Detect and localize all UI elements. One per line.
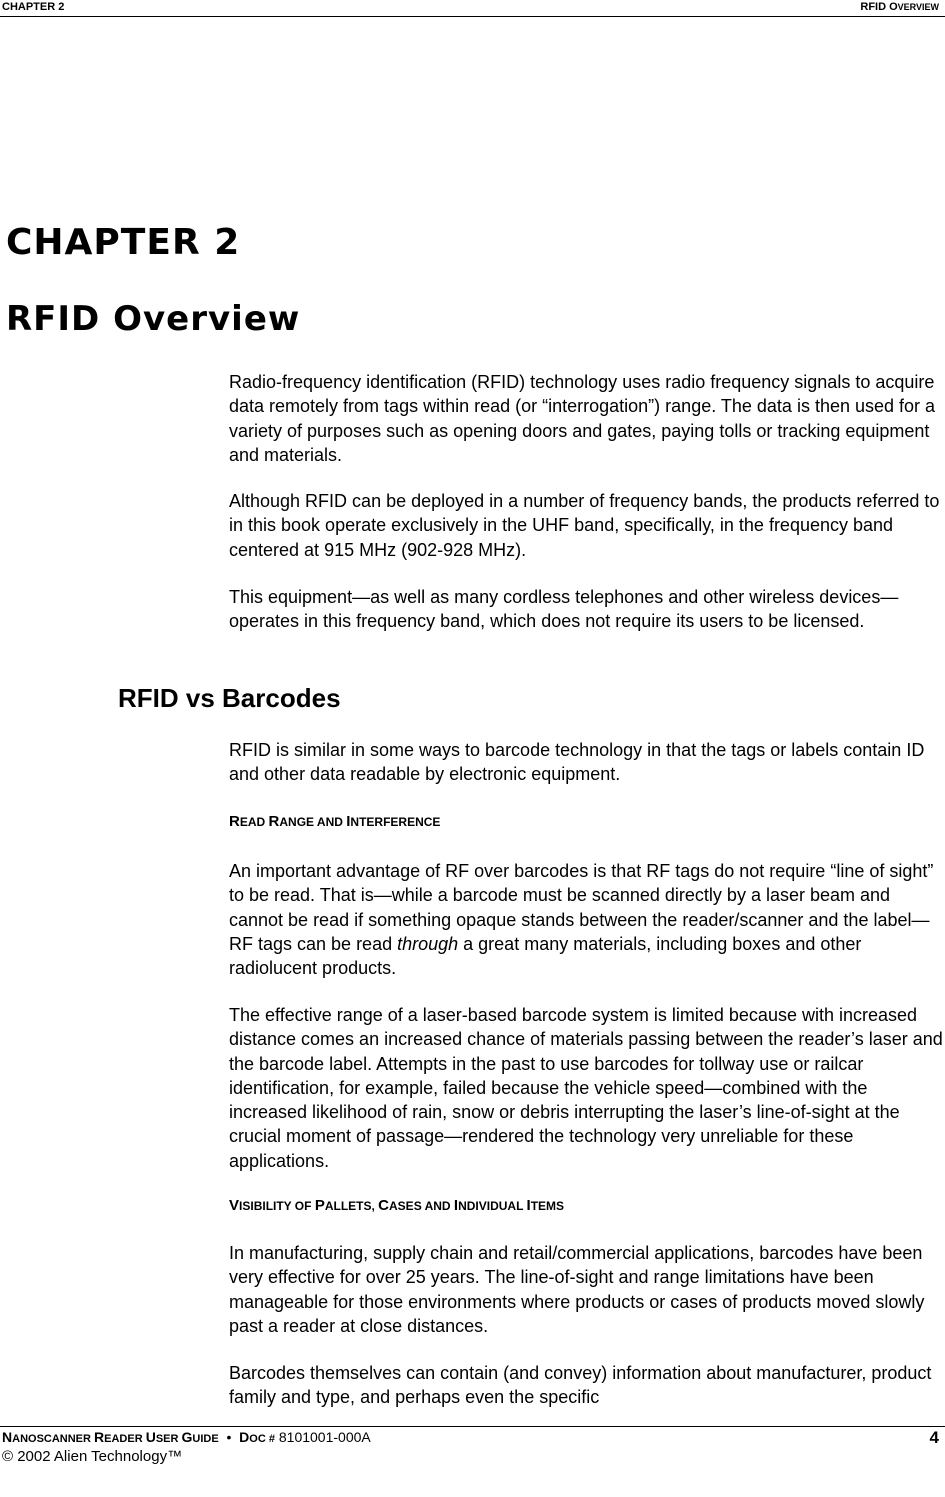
chapter-title: RFID Overview	[6, 299, 301, 339]
subheading-read-range: READ RANGE AND INTERFERENCE	[229, 813, 441, 830]
emphasis-through: through	[397, 933, 459, 954]
section-paragraph-4: In manufacturing, supply chain and retail/commercial applications, barcodes have been very effective for over 25 years. The line-of-sight and range limitations have been manageable for those environments where products or cases of products moved slowly past a reader at close distances.	[229, 1243, 925, 1336]
footer-doc-number: 8101001-000A	[278, 1429, 371, 1445]
footer-guide-title: NANOSCANNER READER USER GUIDE • DOC # 8101001-000A	[2, 1429, 371, 1445]
intro-paragraph-2: Although RFID can be deployed in a number of frequency bands, the products referred to in this book operate exclusively in the UHF band, specifically, in the frequency band centered at 915 MHz (902-928 MHz).	[229, 491, 940, 560]
intro-paragraph-3: This equipment—as well as many cordless telephones and other wireless devices—operates in this frequency band, which does not require its users to be licensed.	[229, 587, 899, 632]
footer-copyright: © 2002 Alien Technology™	[2, 1448, 183, 1465]
section-heading: RFID vs Barcodes	[118, 683, 341, 713]
section-paragraph-3: The effective range of a laser-based barcode system is limited because with increased distance comes an increased chance of materials passing between the reader’s laser and the barcode label. Attempts in the past to use barcodes for tollway use or railcar identification, for example, failed because the vehicle speed—combined with the increased likelihood of rain, snow or debris interrupting the laser’s line-of-sight at the crucial moment of passage—rendered the technology very unreliable for these applications.	[229, 1005, 943, 1171]
section-paragraph-5: Barcodes themselves can contain (and convey) information about manufacturer, product family and type, and perhaps even the specific	[229, 1363, 932, 1408]
header-section-label: RFID OVERVIEW	[860, 1, 939, 13]
subheading-visibility: VISIBILITY OF PALLETS, CASES AND INDIVIDUAL ITEMS	[229, 1197, 565, 1214]
intro-paragraph-1: Radio-frequency identification (RFID) technology uses radio frequency signals to acquire data remotely from tags within read (or “interrogation”) range. The data is then used for a variety of purposes such as opening doors and gates, paying tolls or tracking equipment and materials.	[229, 372, 936, 465]
section-paragraph-1: RFID is similar in some ways to barcode technology in that the tags or labels contain ID and other data readable by electronic equipment.	[229, 740, 925, 785]
page-number: 4	[929, 1428, 939, 1447]
section-paragraph-2: An important advantage of RF over barcodes is that RF tags do not require “line of sight” to be read. That is—while a barcode must be scanned directly by a laser beam and cannot be read if something opaque stands between the reader/scanner and the label—RF tags can be read through a great many materials, including boxes and other radiolucent products.	[229, 861, 934, 979]
header-chapter-label: CHAPTER 2	[2, 1, 65, 13]
footer-rule	[0, 1426, 945, 1427]
chapter-number: CHAPTER 2	[6, 222, 241, 263]
running-header	[0, 0, 945, 18]
footer-bullet: •	[226, 1429, 232, 1445]
header-rule	[0, 16, 945, 17]
